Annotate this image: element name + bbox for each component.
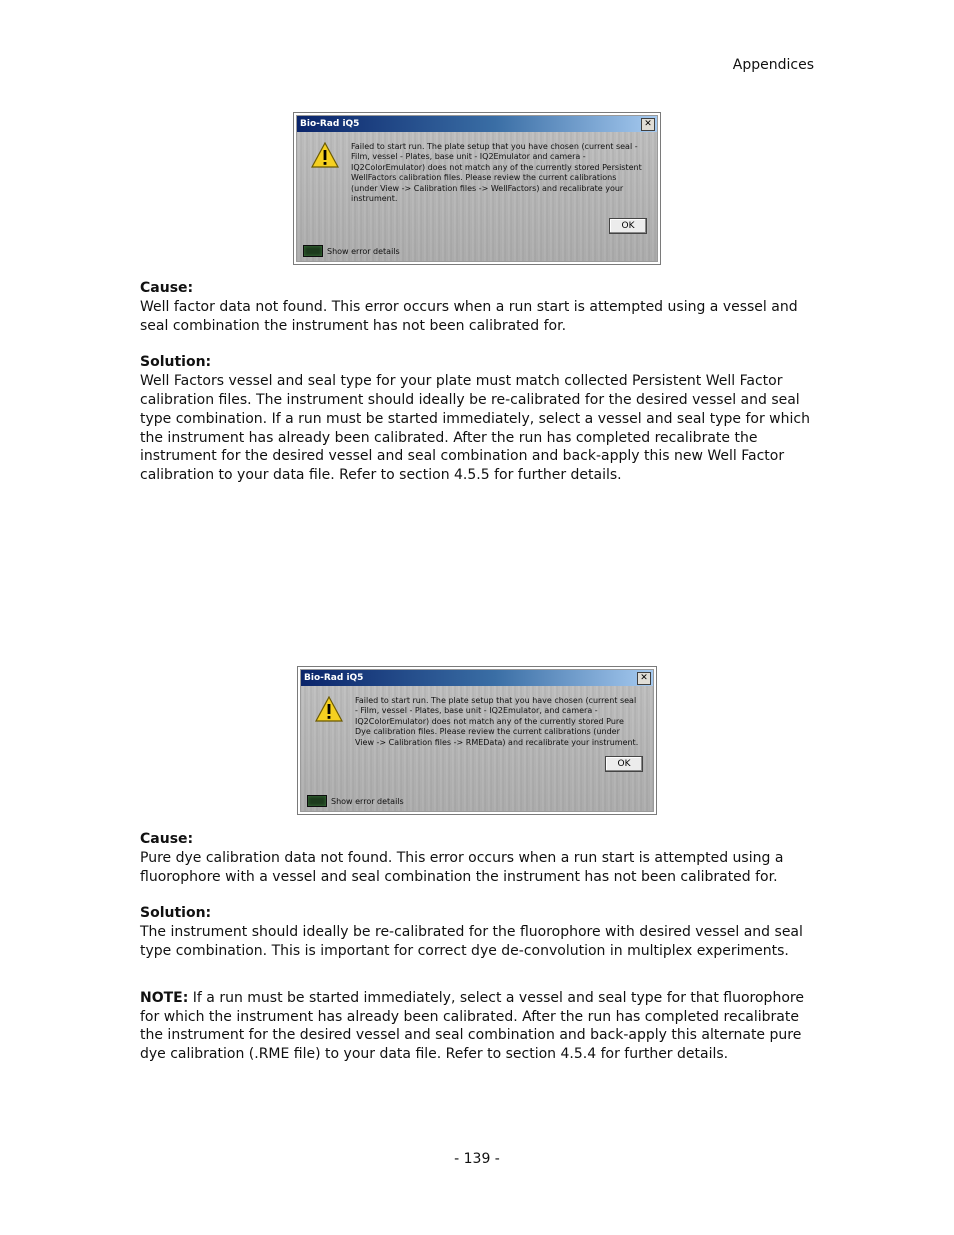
cause-solution-block-2 [140, 830, 820, 1064]
show-error-details-label: Show error details [331, 796, 404, 806]
ok-button[interactable]: OK [605, 756, 643, 772]
dialog-body [297, 132, 657, 261]
solution-text: The instrument should ideally be re-calibrated for the fluorophore with desired vessel and seal type combination. This is important for correct dye de-convolution in multiplex experiments. [140, 924, 803, 959]
cause-heading: Cause: [140, 831, 194, 847]
cause-text: Pure dye calibration data not found. This error occurs when a run start is attempted using a fluorophore with a vessel and seal combination the instrument has not been calibrated for. [140, 849, 784, 885]
error-dialog-screenshot-puredye [297, 666, 657, 815]
warning-icon [311, 142, 339, 168]
toggle-indicator-icon [307, 795, 327, 807]
close-button[interactable]: ✕ [641, 118, 655, 131]
cause-text: Well factor data not found. This error occurs when a run start is attempted using a vessel and seal combination the instrument has not been calibrated for. [140, 298, 798, 334]
error-dialog-screenshot-wellfactors [293, 112, 661, 265]
note-text: If a run must be started immediately, select a vessel and seal type for that fluorophore for which the instrument has already been calibrated. After the run has completed recalibrate the instrument for the desired vessel and seal combination and back-apply this alternate pure dye calibration (.RME file) to your data file. Refer to section 4.5.4 for further details. [140, 989, 804, 1063]
note-paragraph [140, 989, 820, 1064]
error-message: Failed to start run. The plate setup that you have chosen (current seal - Film, vessel - Plates, base unit - IQ2Emulator, and camera - IQ2ColorEmulator) does not match any of the currently stored Pure Dye calibration files. Please review the current calibrations (under View -> Calibration files -> RMEData) and recalibrate your instrument. [355, 696, 639, 747]
solution-heading: Solution: [140, 354, 212, 371]
solution-heading: Solution: [140, 905, 212, 922]
dialog-title: Bio-Rad iQ5 [300, 119, 360, 129]
show-error-details-toggle[interactable] [303, 245, 400, 257]
cause-heading: Cause: [140, 280, 194, 296]
close-button[interactable]: ✕ [637, 672, 651, 685]
show-error-details-toggle[interactable] [307, 795, 404, 807]
cause-solution-block-1 [140, 279, 820, 485]
ok-button[interactable]: OK [609, 218, 647, 234]
solution-text: Well Factors vessel and seal type for your plate must match collected Persistent Well Factor calibration files. The instrument should ideally be re-calibrated for the desired vessel and seal type combination. If a run must be started immediately, select a vessel and seal type for which the instrument has already been calibrated. After the run has completed recalibrate the instrument for the desired vessel and seal combination and back-apply this new Well Factor calibration to your data file. Refer to section 4.5.5 for further details. [140, 373, 810, 484]
dialog-title: Bio-Rad iQ5 [304, 673, 364, 683]
warning-icon [315, 696, 343, 722]
page-number: - 139 - [454, 1151, 500, 1167]
error-message: Failed to start run. The plate setup that you have chosen (current seal - Film, vessel - Plates, base unit - IQ2Emulator and camera - IQ2ColorEmulator) does not match any of the currently stored Persistent WellFactors calibration files. Please review the current calibrations (under View -> Calibration files -> WellFactors) and recalibrate your instrument. [351, 142, 642, 204]
show-error-details-label: Show error details [327, 246, 400, 256]
running-header: Appendices [732, 57, 814, 73]
dialog-titlebar [301, 670, 653, 686]
dialog-titlebar [297, 116, 657, 132]
note-label: NOTE: [140, 989, 189, 1006]
dialog-body [301, 686, 653, 811]
toggle-indicator-icon [303, 245, 323, 257]
